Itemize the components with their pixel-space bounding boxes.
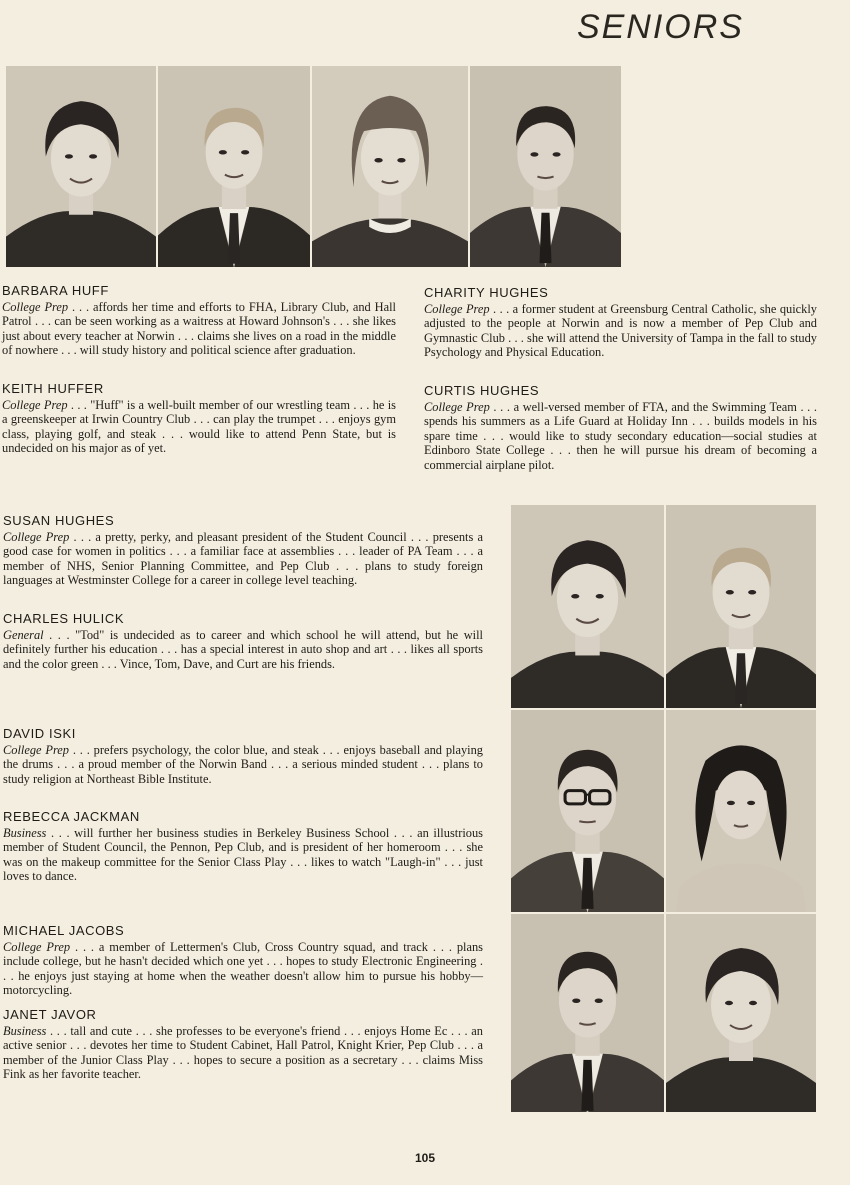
student-name: REBECCA JACKMAN (3, 809, 140, 824)
girl-portrait-icon (666, 710, 816, 912)
girl-portrait-icon (6, 66, 156, 267)
student-name: MICHAEL JACOBS (3, 923, 125, 938)
boy-portrait-icon (666, 505, 816, 708)
student-bio (424, 302, 817, 360)
girl-portrait-icon (511, 505, 664, 708)
senior-entry-michael-jacobs (3, 924, 483, 998)
boy-glasses-portrait-icon (511, 710, 664, 912)
senior-entry-curtis-hughes (424, 384, 817, 473)
senior-entry-barbara-huff (2, 284, 396, 358)
course-label: College Prep (424, 301, 490, 316)
boy-portrait-icon (158, 66, 310, 267)
course-label: Business (3, 825, 47, 840)
page-number: 105 (414, 1151, 436, 1165)
course-label: College Prep (2, 397, 68, 412)
student-name: DAVID ISKI (3, 726, 76, 741)
student-name: CURTIS HUGHES (424, 383, 540, 398)
student-name: JANET JAVOR (3, 1007, 97, 1022)
senior-entry-charity-hughes (424, 286, 817, 360)
girl-portrait-icon (312, 66, 468, 267)
portrait-keith-huffer (158, 66, 310, 267)
bio-text: . . . a member of Lettermen's Club, Cross Country squad, and track . . . plans include college, but he hasn't decided which one yet . . . hopes to study Electronic Engineering . . . he enjoys just staying at home when the weather doesn't allow him to pursue his hobby—motorcycling. (3, 939, 484, 998)
boy-portrait-icon (470, 66, 621, 267)
portrait-charles-hulick (666, 505, 816, 708)
bio-text: . . . tall and cute . . . she professes to be everyone's friend . . . enjoys Home Ec . . . an active senior . . . devotes her time to Student Cabinet, Hall Patrol, Knight Krier, Pep Club . . . a member of the Junior Class Play . . . hopes to secure a position as a secretary . . . claims Miss Fink as her favorite teacher. (3, 1023, 483, 1082)
course-label: College Prep (3, 939, 71, 954)
student-bio (3, 1024, 483, 1082)
bio-text: . . . "Tod" is undecided as to career and which school he will attend, but he will definitely further his education . . . has a special interest in auto shop and art . . . likes all sports and the color green . . . Vince, Tom, Dave, and Curt are his friends. (3, 627, 483, 671)
course-label: College Prep (424, 399, 490, 414)
course-label: College Prep (2, 299, 69, 314)
bio-text: . . . prefers psychology, the color blue, and steak . . . enjoys baseball and playing the drums . . . a proud member of the Norwin Band . . . a serious minded student . . . plans to study religion at Northeast Bible Institute. (3, 742, 484, 786)
bio-text: . . . "Huff" is a well-built member of our wrestling team . . . he is a greenskeeper at Irwin Country Club . . . can play the trumpet . . . enjoys gym class, playing golf, and steak . . . would like to attend Penn State, but is undecided on his major as of yet. (2, 397, 397, 456)
student-bio (3, 743, 483, 787)
senior-entry-rebecca-jackman (3, 810, 483, 884)
page-title: SENIORS (576, 8, 744, 46)
senior-entry-janet-javor (3, 1008, 483, 1082)
bio-text: . . . affords her time and efforts to FHA, Library Club, and Hall Patrol . . . can be seen working as a waitress at Howard Johnson's . . . she likes just about every teacher at Norwin . . . claims she lives on a road in the middle of nowhere . . . will study history and political science after graduation. (2, 299, 396, 358)
senior-entry-susan-hughes (3, 514, 483, 588)
bio-text: . . . will further her business studies in Berkeley Business School . . . an illustrious member of Student Council, the Pennon, Pep Club, and is president of her homeroom . . . she was on the makeup committee for the Senior Class Play . . . likes to watch "Laugh-in" . . . just loves to dance. (3, 825, 483, 884)
portrait-rebecca-jackman (666, 710, 816, 912)
senior-entry-keith-huffer (2, 382, 396, 456)
portrait-susan-hughes (511, 505, 664, 708)
student-bio (3, 940, 483, 998)
student-bio (424, 400, 817, 473)
course-label: General (3, 627, 44, 642)
student-name: CHARLES HULICK (3, 611, 125, 626)
course-label: Business (3, 1023, 47, 1038)
student-name: KEITH HUFFER (2, 381, 104, 396)
portrait-michael-jacobs (511, 914, 664, 1112)
bio-text: . . . a pretty, perky, and pleasant president of the Student Council . . . presents a good case for women in politics . . . a familiar face at assemblies . . . leader of PA Team . . . a member of NHS, Senior Planning Committee, and Pep Club . . . plans to study foreign languages at Westminster College for a career in college level teaching. (3, 529, 484, 588)
student-name: SUSAN HUGHES (3, 513, 115, 528)
student-bio (3, 826, 483, 884)
student-bio (2, 398, 396, 456)
portrait-janet-javor (666, 914, 816, 1112)
student-bio (2, 300, 396, 358)
portrait-charity-hughes (312, 66, 468, 267)
student-name: BARBARA HUFF (2, 283, 109, 298)
bio-text: . . . a former student at Greensburg Central Catholic, she quickly adjusted to the people at Norwin and is now a member of Pep Club and Gymnastic Club . . . she will attend the University of Tampa in the fall to study Psychology and Physical Education. (424, 301, 817, 360)
portrait-david-iski (511, 710, 664, 912)
course-label: College Prep (3, 529, 70, 544)
girl-portrait-icon (666, 914, 816, 1112)
bio-text: . . . a well-versed member of FTA, and the Swimming Team . . . spends his summers as a Life Guard at Holiday Inn . . . builds models in his spare time . . . would like to study secondary education—social studies at Edinboro State College . . . then he will pursue his dream of becoming a commercial airplane pilot. (424, 399, 818, 472)
course-label: College Prep (3, 742, 70, 757)
boy-portrait-icon (511, 914, 664, 1112)
portrait-barbara-huff (6, 66, 156, 267)
portrait-curtis-hughes (470, 66, 621, 267)
student-name: CHARITY HUGHES (424, 285, 549, 300)
senior-entry-charles-hulick (3, 612, 483, 671)
student-bio (3, 530, 483, 588)
senior-entry-david-iski (3, 727, 483, 786)
student-bio (3, 628, 483, 672)
